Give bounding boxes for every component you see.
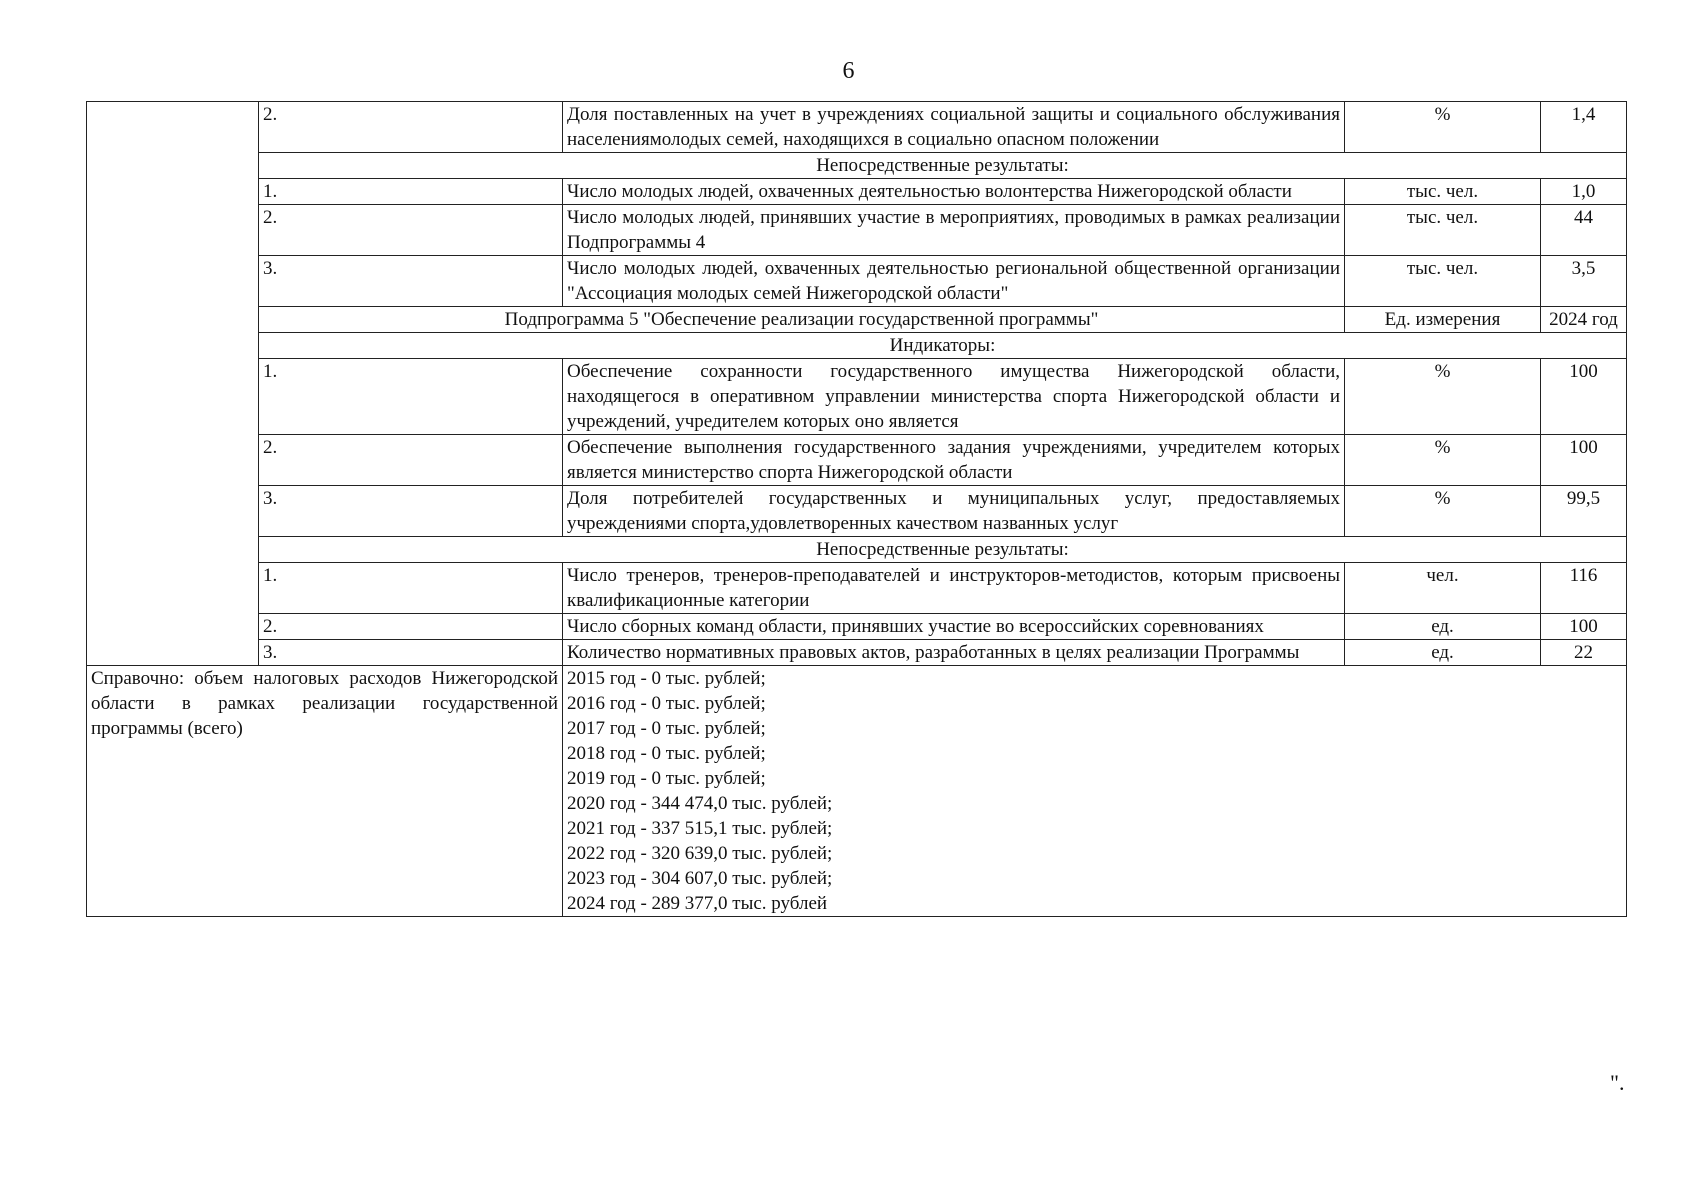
indicator-text: Число тренеров, тренеров-преподавателей и инструкторов-методистов, которым присвоены квалификационные категории	[563, 563, 1345, 614]
indicator-text: Число молодых людей, принявших участие в мероприятиях, проводимых в рамках реализации Подпрограммы 4	[563, 205, 1345, 256]
indicator-text: Доля потребителей государственных и муниципальных услуг, предоставляемых учреждениями спорта,удовлетворенных качеством названных услуг	[563, 486, 1345, 537]
row-number: 3.	[259, 640, 563, 666]
unit-cell: ед.	[1345, 640, 1541, 666]
budget-line: 2020 год - 344 474,0 тыс. рублей;	[567, 793, 833, 814]
unit-cell: тыс. чел.	[1345, 179, 1541, 205]
reference-label: Справочно: объем налоговых расходов Нижегородской области в рамках реализации государственной программы (всего)	[87, 666, 563, 917]
unit-cell: %	[1345, 102, 1541, 153]
value-cell: 3,5	[1541, 256, 1627, 307]
value-cell: 99,5	[1541, 486, 1627, 537]
value-cell: 100	[1541, 435, 1627, 486]
row-number: 1.	[259, 179, 563, 205]
unit-cell: %	[1345, 435, 1541, 486]
budget-line: 2016 год - 0 тыс. рублей;	[567, 693, 766, 714]
row-number: 3.	[259, 256, 563, 307]
section-header-row	[87, 153, 1627, 179]
row-number: 3.	[259, 486, 563, 537]
left-blank-cell	[87, 102, 259, 666]
indicators-table	[86, 101, 1627, 917]
table-row	[87, 563, 1627, 614]
unit-cell: %	[1345, 486, 1541, 537]
value-cell: 1,4	[1541, 102, 1627, 153]
budget-line: 2023 год - 304 607,0 тыс. рублей;	[567, 868, 833, 889]
value-cell: 22	[1541, 640, 1627, 666]
unit-cell: ед.	[1345, 614, 1541, 640]
row-number: 2.	[259, 205, 563, 256]
unit-cell: тыс. чел.	[1345, 256, 1541, 307]
page-number: 6	[842, 58, 855, 84]
row-number: 2.	[259, 102, 563, 153]
subprogram-header-row	[87, 307, 1627, 333]
value-cell: 116	[1541, 563, 1627, 614]
row-number: 2.	[259, 614, 563, 640]
budget-line: 2024 год - 289 377,0 тыс. рублей	[567, 893, 828, 914]
unit-cell: %	[1345, 359, 1541, 435]
table-row	[87, 102, 1627, 153]
section-title: Непосредственные результаты:	[259, 537, 1627, 563]
table-row	[87, 179, 1627, 205]
table-row	[87, 256, 1627, 307]
value-cell: 1,0	[1541, 179, 1627, 205]
value-cell: 100	[1541, 614, 1627, 640]
value-cell: 100	[1541, 359, 1627, 435]
budget-line: 2017 год - 0 тыс. рублей;	[567, 718, 766, 739]
indicator-text: Число молодых людей, охваченных деятельностью волонтерства Нижегородской области	[563, 179, 1345, 205]
table-row	[87, 359, 1627, 435]
closing-quote-mark: ".	[1610, 1070, 1625, 1095]
reference-row	[87, 666, 1627, 917]
value-cell: 44	[1541, 205, 1627, 256]
unit-cell: чел.	[1345, 563, 1541, 614]
indicator-text: Количество нормативных правовых актов, разработанных в целях реализации Программы	[563, 640, 1345, 666]
budget-line: 2022 год - 320 639,0 тыс. рублей;	[567, 843, 833, 864]
reference-values	[563, 666, 1627, 917]
table-row	[87, 435, 1627, 486]
row-number: 2.	[259, 435, 563, 486]
budget-line: 2019 год - 0 тыс. рублей;	[567, 768, 766, 789]
table-row	[87, 205, 1627, 256]
budget-line: 2018 год - 0 тыс. рублей;	[567, 743, 766, 764]
section-header-row	[87, 537, 1627, 563]
indicator-text: Доля поставленных на учет в учреждениях социальной защиты и социального обслуживания населениямолодых семей, находящихся в социально опасном положении	[563, 102, 1345, 153]
unit-cell: тыс. чел.	[1345, 205, 1541, 256]
year-header: 2024 год	[1541, 307, 1627, 333]
section-title: Индикаторы:	[259, 333, 1627, 359]
section-header-row	[87, 333, 1627, 359]
table-row	[87, 640, 1627, 666]
indicator-text: Число сборных команд области, принявших участие во всероссийских соревнованиях	[563, 614, 1345, 640]
unit-header: Ед. измерения	[1345, 307, 1541, 333]
indicator-text: Обеспечение выполнения государственного задания учреждениями, учредителем которых является министерство спорта Нижегородской области	[563, 435, 1345, 486]
budget-line: 2021 год - 337 515,1 тыс. рублей;	[567, 818, 833, 839]
row-number: 1.	[259, 359, 563, 435]
table-row	[87, 486, 1627, 537]
section-title: Непосредственные результаты:	[259, 153, 1627, 179]
indicator-text: Число молодых людей, охваченных деятельностью региональной общественной организации "Ассоциация молодых семей Нижегородской области"	[563, 256, 1345, 307]
indicator-text: Обеспечение сохранности государственного имущества Нижегородской области, находящегося в оперативном управлении министерства спорта Нижегородской области и учреждений, учредителем которых оно является	[563, 359, 1345, 435]
subprogram-title: Подпрограмма 5 "Обеспечение реализации государственной программы"	[259, 307, 1345, 333]
row-number: 1.	[259, 563, 563, 614]
table-row	[87, 614, 1627, 640]
budget-line: 2015 год - 0 тыс. рублей;	[567, 668, 766, 689]
